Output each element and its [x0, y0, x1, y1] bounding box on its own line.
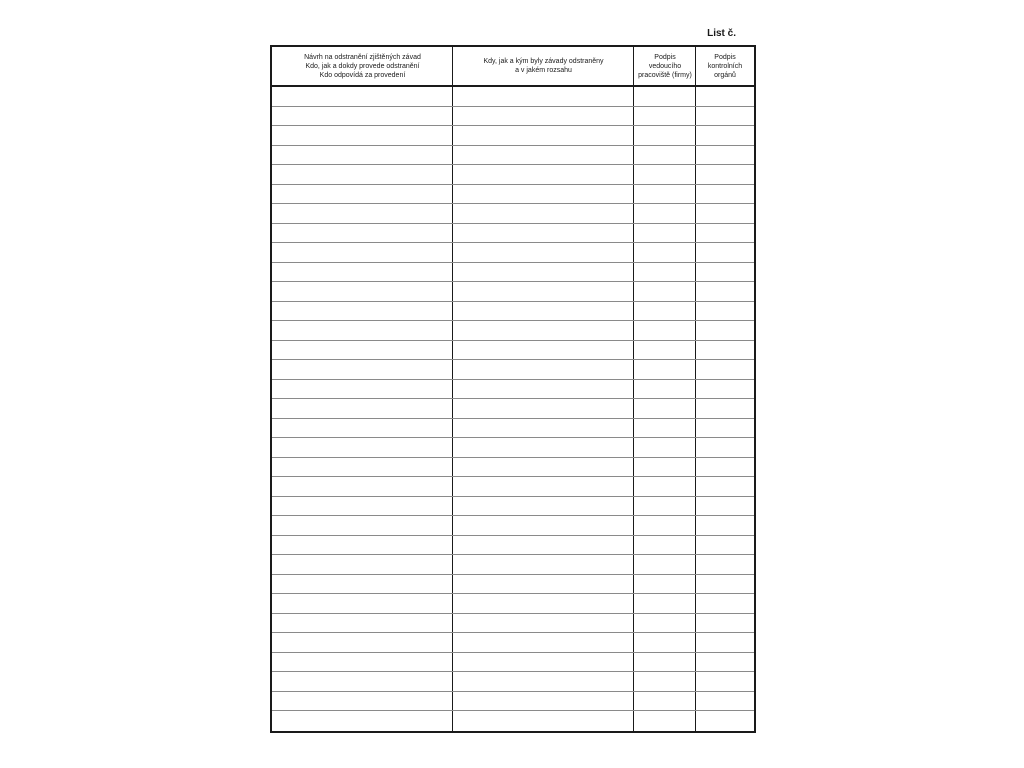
table-row	[272, 594, 754, 614]
header-remedied: Kdy, jak a kým byly závady odstraněny a v jakém rozsahu	[483, 58, 604, 74]
table-row	[272, 380, 754, 400]
table-row	[272, 87, 754, 107]
table-row	[272, 516, 754, 536]
table-body	[272, 87, 754, 731]
table-row	[272, 185, 754, 205]
table-row	[272, 302, 754, 322]
table-row	[272, 360, 754, 380]
table-row	[272, 692, 754, 712]
table-row	[272, 341, 754, 361]
table-row	[272, 438, 754, 458]
table-row	[272, 497, 754, 517]
table-row	[272, 672, 754, 692]
table-row	[272, 614, 754, 634]
table-row	[272, 146, 754, 166]
header-inspector-signature: Podpis kontrolních orgánů	[707, 53, 743, 79]
defects-form-table	[270, 45, 756, 733]
header-manager-signature: Podpis vedoucího pracoviště (firmy)	[638, 53, 692, 79]
table-row	[272, 263, 754, 283]
table-row	[272, 711, 754, 731]
table-row	[272, 633, 754, 653]
sheet-number-label: List č.	[707, 28, 736, 39]
table-row	[272, 224, 754, 244]
table-row	[272, 399, 754, 419]
table-row	[272, 126, 754, 146]
table-row	[272, 243, 754, 263]
table-row	[272, 204, 754, 224]
table-row	[272, 282, 754, 302]
table-row	[272, 419, 754, 439]
header-proposal: Návrh na odstranění zjištěných závad Kdo, jak a dokdy provede odstranění Kdo odpovídá za provedení	[304, 53, 421, 79]
table-row	[272, 458, 754, 478]
table-row	[272, 555, 754, 575]
table-header	[272, 47, 754, 87]
table-row	[272, 165, 754, 185]
table-row	[272, 107, 754, 127]
table-row	[272, 321, 754, 341]
table-row	[272, 536, 754, 556]
table-row	[272, 653, 754, 673]
table-row	[272, 477, 754, 497]
table-row	[272, 575, 754, 595]
